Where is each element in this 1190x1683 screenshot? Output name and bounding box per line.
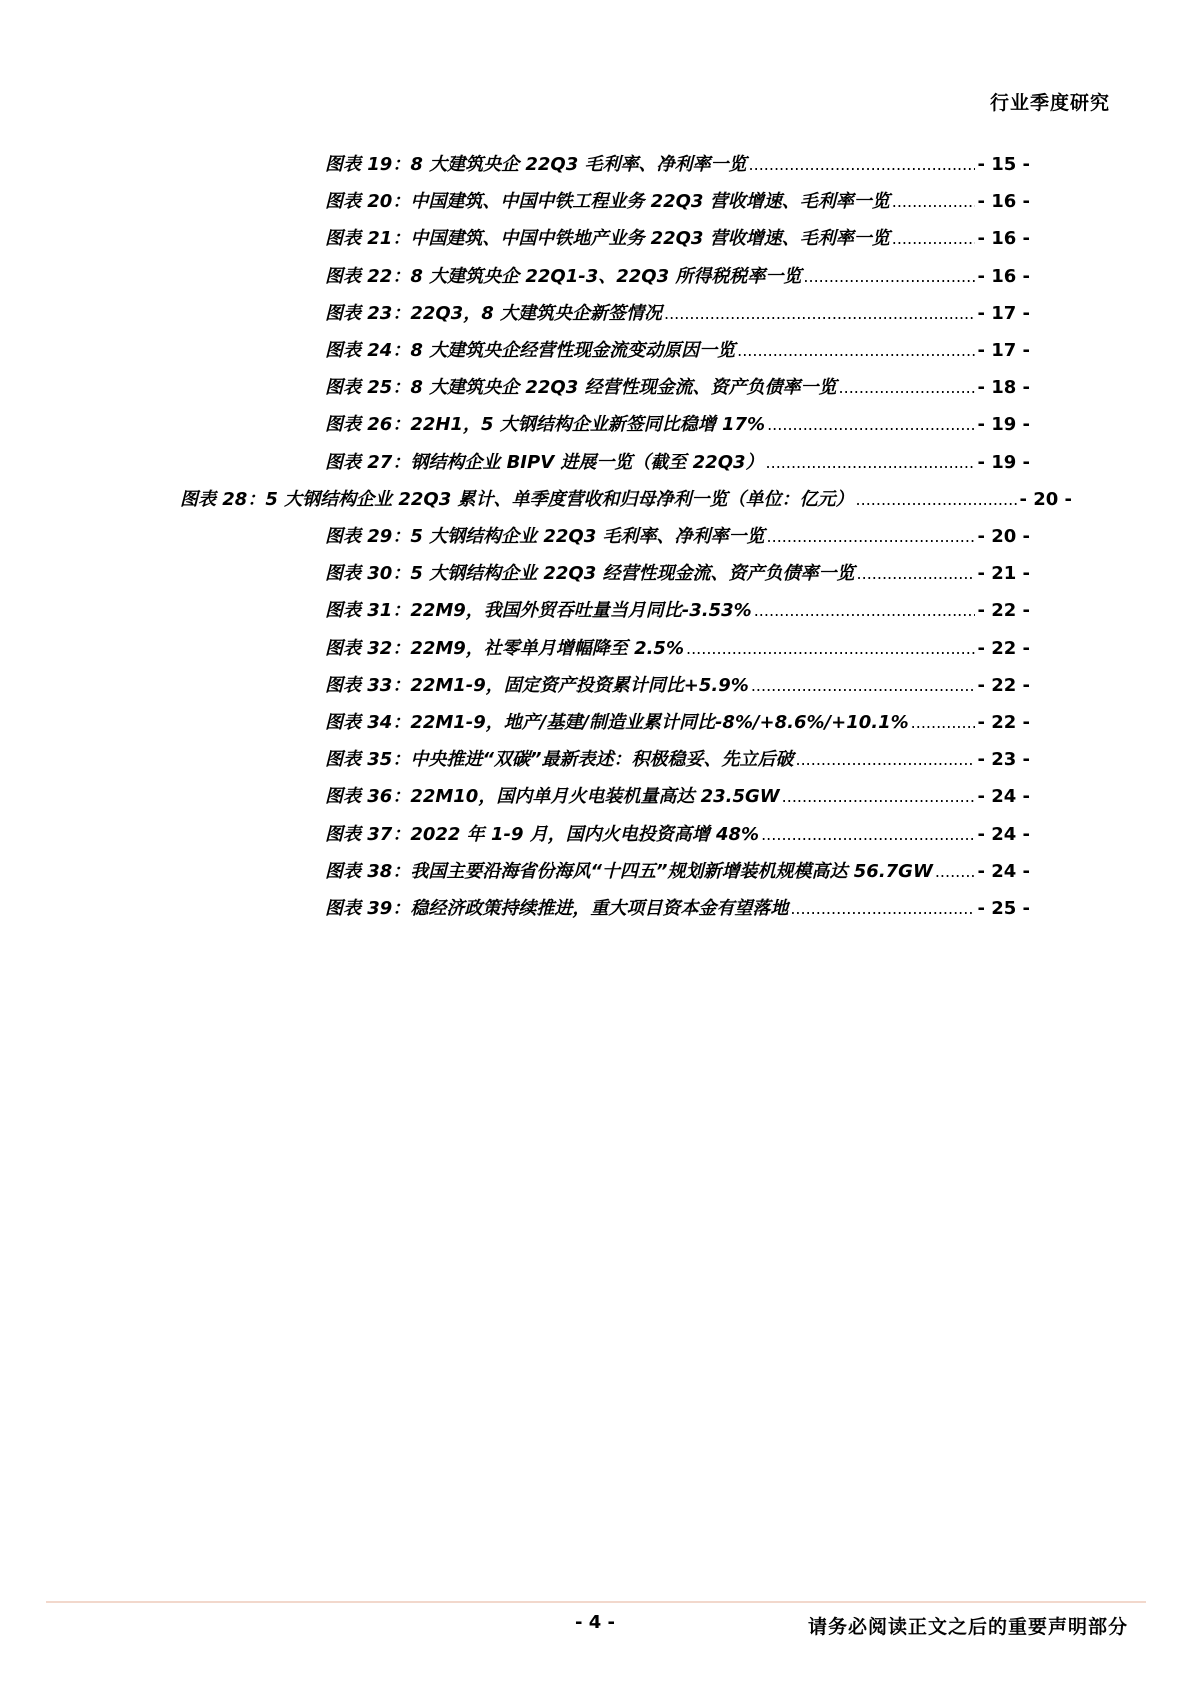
toc-entry[interactable] xyxy=(325,745,1030,771)
toc-entry[interactable] xyxy=(325,857,1030,883)
toc-entry-title: 图表 32：22M9，社零单月增幅降至 2.5% xyxy=(325,637,684,659)
toc-entry-page: - 22 - xyxy=(977,674,1030,696)
toc-entry-page: - 18 - xyxy=(977,377,1030,399)
footer-divider xyxy=(46,1601,1146,1603)
toc-dot-leader xyxy=(664,304,975,323)
toc-entry-page: - 21 - xyxy=(977,563,1030,585)
toc-entry[interactable] xyxy=(325,150,1030,176)
toc-entry[interactable] xyxy=(325,373,1030,399)
toc-entry-title: 图表 22：8 大建筑央企 22Q1-3、22Q3 所得税税率一览 xyxy=(325,265,802,287)
toc-entry-page: - 19 - xyxy=(977,451,1030,473)
toc-entry-page: - 24 - xyxy=(977,786,1030,808)
toc-entry-title: 图表 29：5 大钢结构企业 22Q3 毛利率、净利率一览 xyxy=(325,526,765,547)
toc-dot-leader xyxy=(751,676,976,695)
toc-entry-title: 图表 26：22H1，5 大钢结构企业新签同比稳增 17% xyxy=(325,414,766,436)
toc-entry-title: 图表 39：稳经济政策持续推进，重大项目资本金有望落地 xyxy=(325,898,789,919)
toc-dot-leader xyxy=(911,713,976,732)
toc-entry[interactable] xyxy=(325,262,1030,288)
report-type-header: 行业季度研究 xyxy=(989,92,1110,114)
toc-entry[interactable] xyxy=(325,559,1030,585)
footer-disclaimer-note: 请务必阅读正文之后的重要声明部分 xyxy=(807,1616,1128,1638)
toc-entry-title: 图表 34：22M1-9，地产/基建/制造业累计同比-8%/+8.6%/+10.1% xyxy=(325,712,909,733)
toc-entry-title: 图表 23：22Q3，8 大建筑央企新签情况 xyxy=(325,302,662,324)
toc-dot-leader xyxy=(737,341,975,360)
toc-entry-page: - 20 - xyxy=(1019,488,1072,510)
toc-entry-title: 图表 36：22M10，国内单月火电装机量高达 23.5GW xyxy=(325,786,780,808)
toc-entry-page: - 22 - xyxy=(977,712,1030,733)
toc-dot-leader xyxy=(857,564,976,583)
toc-entry-page: - 24 - xyxy=(977,823,1030,845)
toc-entry-page: - 16 - xyxy=(977,265,1030,287)
toc-dot-leader xyxy=(790,899,975,918)
toc-dot-leader xyxy=(839,378,976,397)
toc-entry[interactable] xyxy=(325,894,1030,920)
toc-dot-leader xyxy=(892,229,976,248)
toc-entry-page: - 19 - xyxy=(977,414,1030,436)
toc-entry-page: - 17 - xyxy=(977,340,1030,361)
toc-entry[interactable] xyxy=(325,596,1030,622)
toc-dot-leader xyxy=(767,415,975,434)
toc-entry-page: - 16 - xyxy=(977,191,1030,213)
toc-dot-leader xyxy=(782,787,976,806)
toc-entry-title: 图表 21：中国建筑、中国中铁地产业务 22Q3 营收增速、毛利率一览 xyxy=(325,228,890,250)
footer-page-number: - 4 - xyxy=(575,1612,615,1633)
toc-dot-leader xyxy=(803,267,975,286)
toc-entry-page: - 16 - xyxy=(977,228,1030,250)
toc-entry-title: 图表 33：22M1-9，固定资产投资累计同比+5.9% xyxy=(325,674,749,696)
toc-entry-title: 图表 28：5 大钢结构企业 22Q3 累计、单季度营收和归母净利一览（单位：亿元） xyxy=(180,488,854,510)
toc-entry-page: - 22 - xyxy=(977,600,1030,622)
toc-entry-page: - 20 - xyxy=(977,526,1030,547)
toc-entry-title: 图表 31：22M9，我国外贸吞吐量当月同比-3.53% xyxy=(325,600,752,622)
toc-entry-page: - 25 - xyxy=(977,898,1030,919)
toc-entry-title: 图表 19：8 大建筑央企 22Q3 毛利率、净利率一览 xyxy=(325,154,747,175)
toc-entry[interactable] xyxy=(325,708,1030,734)
toc-dot-leader xyxy=(892,192,976,211)
toc-entry-page: - 24 - xyxy=(977,860,1030,882)
toc-entry-page: - 17 - xyxy=(977,302,1030,324)
toc-entry-title: 图表 24：8 大建筑央企经营性现金流变动原因一览 xyxy=(325,340,736,361)
toc-dot-leader xyxy=(935,862,976,881)
toc-dot-leader xyxy=(766,453,976,472)
toc-entry-title: 图表 35：中央推进“双碳”最新表述：积极稳妥、先立后破 xyxy=(325,749,794,771)
toc-entry-title: 图表 37：2022 年 1-9 月，国内火电投资高增 48% xyxy=(325,823,760,845)
toc-entry-page: - 15 - xyxy=(977,154,1030,175)
toc-entry-title: 图表 27：钢结构企业 BIPV 进展一览（截至 22Q3） xyxy=(325,451,764,473)
toc-dot-leader xyxy=(856,490,1018,509)
toc-entry[interactable] xyxy=(325,336,1030,362)
toc-dot-leader xyxy=(754,601,976,620)
toc-entry-page: - 22 - xyxy=(977,637,1030,659)
toc-entry[interactable] xyxy=(325,522,1030,548)
toc-entry-title: 图表 20：中国建筑、中国中铁工程业务 22Q3 营收增速、毛利率一览 xyxy=(325,191,890,213)
toc-entry-title: 图表 25：8 大建筑央企 22Q3 经营性现金流、资产负债率一览 xyxy=(325,377,837,399)
toc-dot-leader xyxy=(761,825,975,844)
toc-entry-page: - 23 - xyxy=(977,749,1030,771)
toc-dot-leader xyxy=(749,155,976,174)
toc-entry[interactable] xyxy=(180,485,1072,511)
toc-entry[interactable] xyxy=(325,634,1030,660)
toc-dot-leader xyxy=(767,527,976,546)
toc-entry[interactable] xyxy=(325,410,1030,436)
toc-entry[interactable] xyxy=(325,782,1030,808)
toc-entry[interactable] xyxy=(325,448,1030,474)
toc-dot-leader xyxy=(796,750,976,769)
toc-entry-title: 图表 38：我国主要沿海省份海风“十四五”规划新增装机规模高达 56.7GW xyxy=(325,860,933,882)
toc-entry[interactable] xyxy=(325,299,1030,325)
toc-dot-leader xyxy=(686,639,975,658)
toc-entry-title: 图表 30：5 大钢结构企业 22Q3 经营性现金流、资产负债率一览 xyxy=(325,563,855,585)
toc-entry[interactable] xyxy=(325,224,1030,250)
toc-entry[interactable] xyxy=(325,820,1030,846)
toc-entry[interactable] xyxy=(325,187,1030,213)
toc-entry[interactable] xyxy=(325,671,1030,697)
